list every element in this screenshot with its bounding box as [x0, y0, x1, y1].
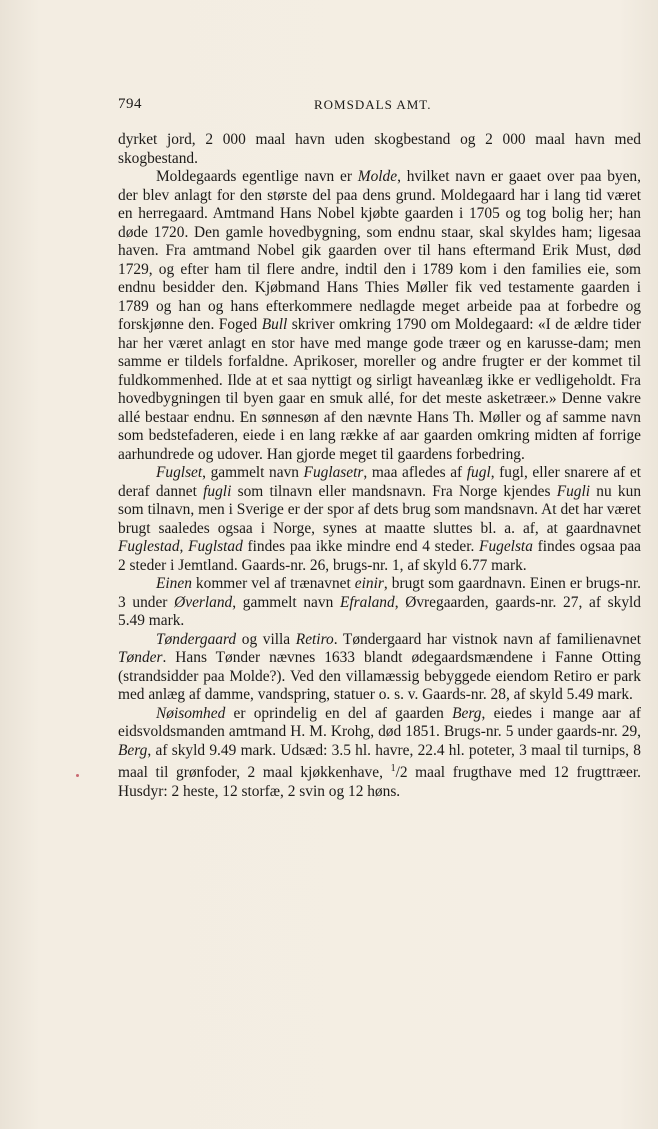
text-run: . Tøndergaard har vistnok navn af familienavnet: [333, 630, 641, 648]
italic-text: fugli: [203, 482, 232, 500]
text-run: findes ogsaa paa 2 steder i Jemtland. Gaards-nr. 26, brugs-nr. 1, af skyld 6.77 mark.: [118, 538, 641, 574]
page-number: 794: [118, 96, 142, 112]
italic-text: Bull: [261, 316, 288, 333]
running-title: ROMSDALS AMT.: [314, 97, 432, 112]
text-run: , brugt som gaardnavn. Einen er brugs-nr. 3 under: [118, 575, 641, 611]
italic-text: Tøndergaard: [156, 630, 237, 648]
text-run: dyrket jord, 2 000 maal havn uden skogbestand og 2 000 maal havn med skogbestand.: [118, 131, 641, 167]
italic-text: Fuglestad, Fuglstad: [118, 538, 243, 555]
italic-text: Retiro: [295, 630, 334, 648]
paragraph: [118, 575, 641, 631]
paragraph: [118, 168, 641, 464]
text-run: og villa: [236, 630, 296, 648]
text-run: Moldegaards egentlige navn er: [156, 168, 358, 185]
paragraph: [118, 705, 641, 802]
text-run: nu kun som tilnavn, men i Sverige er der spor af dets brug som mandsnavn. At det har været brugt saaledes ogsaa i Norge, synes at maatte sluttes bl. a. af, at gaardnavnet: [118, 482, 642, 537]
superscript-text: 1: [390, 763, 396, 774]
italic-text: Tønder: [118, 649, 163, 666]
margin-mark: [76, 774, 79, 777]
paragraph: [118, 464, 641, 575]
text-run: , Øvregaarden, gaards-nr. 27, af skyld 5.49 mark.: [118, 593, 641, 629]
body-text: [118, 131, 641, 801]
italic-text: Molde: [357, 168, 398, 185]
text-run: som tilnavn eller mandsnavn. Fra Norge kjendes: [231, 482, 557, 500]
text-run: kommer vel af trænavnet: [191, 575, 355, 592]
italic-text: einir: [354, 575, 384, 592]
text-run: , gammelt navn: [232, 593, 340, 611]
paragraph: [118, 131, 641, 168]
italic-text: Øverland: [174, 593, 233, 611]
italic-text: Einen: [156, 575, 192, 592]
italic-text: Berg: [118, 741, 148, 759]
text-run: . Hans Tønder nævnes 1633 blandt ødegaardsmændene i Fanne Otting (strandsidder paa Molde?). Ved den villamæssig bebyggede eiendom Retiro er park med anlæg af damme, vandspring, statuer o. s. v. Gaards-nr. 28, af skyld 5.49 mark.: [118, 649, 641, 703]
text-run: , af skyld 9.49 mark. Udsæd: 3.5 hl. havre, 22.4 hl. poteter, 3 maal til turnips, 8 maal til grønfoder, 2 maal kjøkkenhave,: [118, 741, 641, 782]
italic-text: Fugelsta: [479, 538, 533, 555]
text-run: , fugl, eller snarere af et deraf dannet: [118, 464, 641, 500]
italic-text: fugl: [466, 464, 491, 481]
italic-text: Berg: [452, 704, 482, 722]
italic-text: Nøisomhed: [156, 704, 226, 722]
italic-text: Efraland: [339, 593, 395, 611]
italic-text: Fuglasetr: [303, 464, 364, 481]
text-run: findes paa ikke mindre end 4 steder.: [242, 538, 480, 555]
page-header: [118, 96, 640, 118]
text-run: skriver omkring 1790 om Moldegaard: «I de ældre tider har her været anlagt en stor have med mange gode træer og en karusse-dam; men samme er tildels forfaldne. Aprikoser, moreller og andre frugter er der kommet til fuldkommenhed. Ilde at et saa nyttigt og sirligt haveanlæg ikke er vedligeholdt. Fra hovedbygningen til byen gaar en smuk allé, for det meste asketræer.» Denne vakre allé bestaar endnu. En sønnesøn af den nævnte Hans Th. Møller og af samme navn som bedstefaderen, eiede i en lang række af aar gaarden omkring midten af forrige aarhundrede og udover. Han gjorde meget til gaardens forbedring.: [118, 316, 641, 463]
italic-text: Fugli: [556, 482, 591, 500]
text-run: , eiedes i mange aar af eidsvoldsmanden amtmand H. M. Krohg, død 1851. Brugs-nr. 5 under gaards-nr. 29,: [118, 704, 642, 740]
text-run: , gammelt navn: [202, 464, 304, 481]
paragraph: [118, 631, 641, 705]
text-run: , hvilket navn er gaaet over paa byen, der blev anlagt for den største del paa dens grund. Moldegaard har i lang tid været en herregaard. Amtmand Hans Nobel kjøbte gaarden i 1705 og tog bolig her; han døde 1720. Den gamle hovedbygning, som endnu staar, skal skyldes ham; ligesaa haven. Fra amtmand Nobel gik gaarden over til hans eftermand Erik Must, død 1729, og efter ham til flere andre, indtil den i 1789 kom i den families eie, som endnu besidder den. Kjøbmand Hans Thies Møller fik ved testamente gaarden i 1789 og han og hans efterkommere nedlagde meget arbeide paa at forbedre og forskjønne den. Foged: [118, 168, 641, 333]
text-run: , maa afledes af: [363, 464, 467, 481]
text-run: er oprindelig en del af gaarden: [225, 704, 453, 722]
italic-text: Fuglset: [156, 464, 203, 481]
text-run: /2 maal frugthave med 12 frugttræer. Husdyr: 2 heste, 12 storfæ, 2 svin og 12 høns.: [118, 764, 642, 800]
